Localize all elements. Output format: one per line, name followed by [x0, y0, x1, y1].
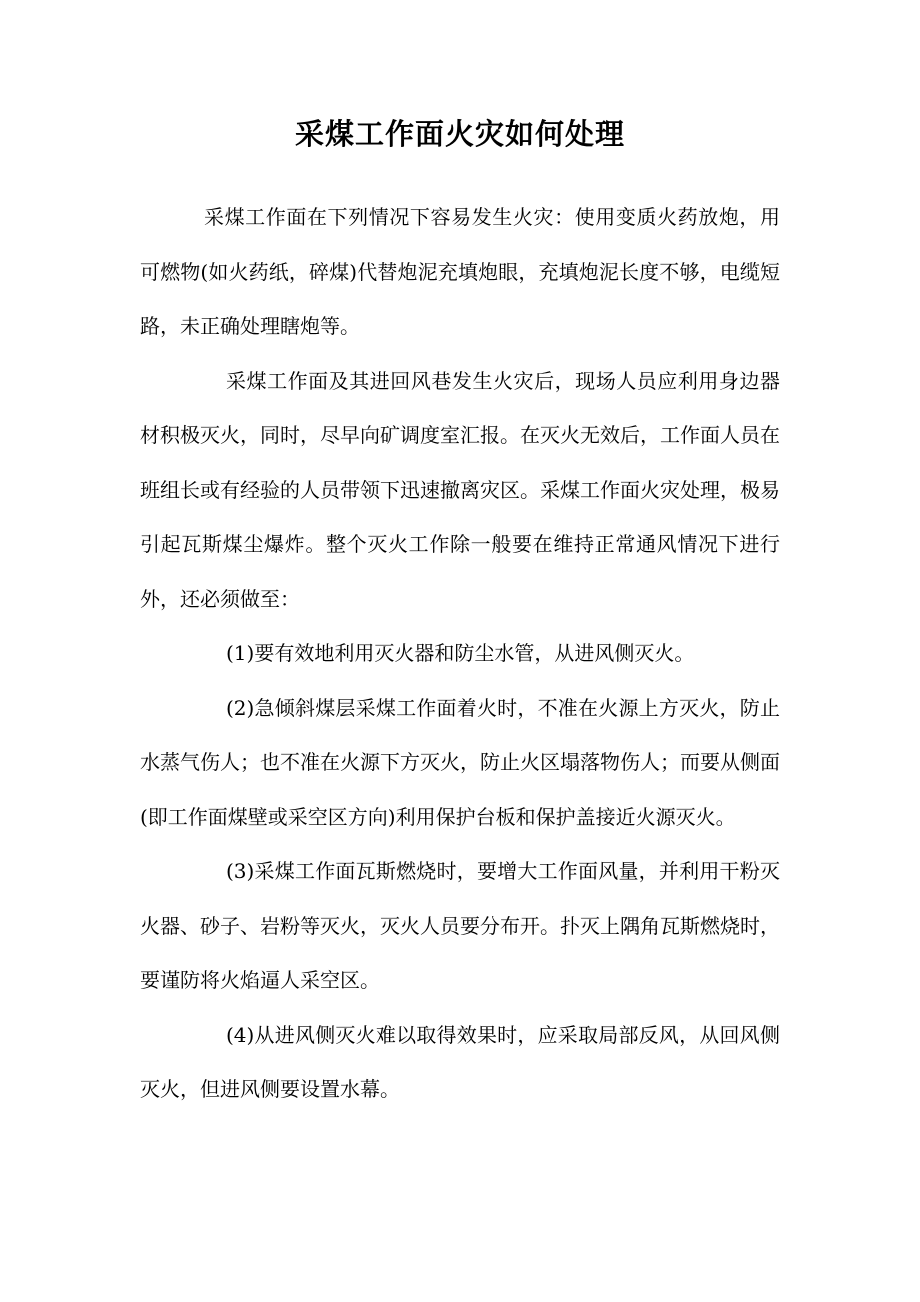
- paragraph-item-3: (3)采煤工作面瓦斯燃烧时，要增大工作面风量，并利用干粉灭火器、砂子、岩粉等灭火，灭火人员要分布开。扑灭上隅角瓦斯燃烧时，要谨防将火焰逼人采空区。: [140, 859, 780, 992]
- paragraph-item-2: (2)急倾斜煤层采煤工作面着火时，不准在火源上方灭火，防止水蒸气伤人；也不准在火源下方灭火，防止火区塌落物伤人；而要从侧面(即工作面煤壁或采空区方向)利用保护台板和保护盖接近火源灭火。: [140, 695, 780, 829]
- paragraph-item-1: (1)要有效地利用灭火器和防尘水管，从进风侧灭火。: [226, 641, 695, 665]
- document-body: [140, 190, 780, 1117]
- paragraph-item-4: (4)从进风侧灭火难以取得效果时，应采取局部反风，从回风侧灭火，但进风侧要设置水幕。: [140, 1022, 780, 1101]
- paragraph-intro: 采煤工作面在下列情况下容易发生火灾：使用变质火药放炮，用可燃物(如火药纸，碎煤)代替炮泥充填炮眼，充填炮泥长度不够，电缆短路，未正确处理瞎炮等。: [140, 205, 780, 338]
- document-title: 采煤工作面火灾如何处理: [294, 117, 625, 151]
- paragraph-response: 采煤工作面及其进回风巷发生火灾后，现场人员应利用身边器材积极灭火，同时，尽早向矿调度室汇报。在灭火无效后，工作面人员在班组长或有经验的人员带领下迅速撤离灾区。采煤工作面火灾处理，极易引起瓦斯煤尘爆炸。整个灭火工作除一般要在维持正常通风情况下进行外，还必须做至：: [140, 368, 780, 611]
